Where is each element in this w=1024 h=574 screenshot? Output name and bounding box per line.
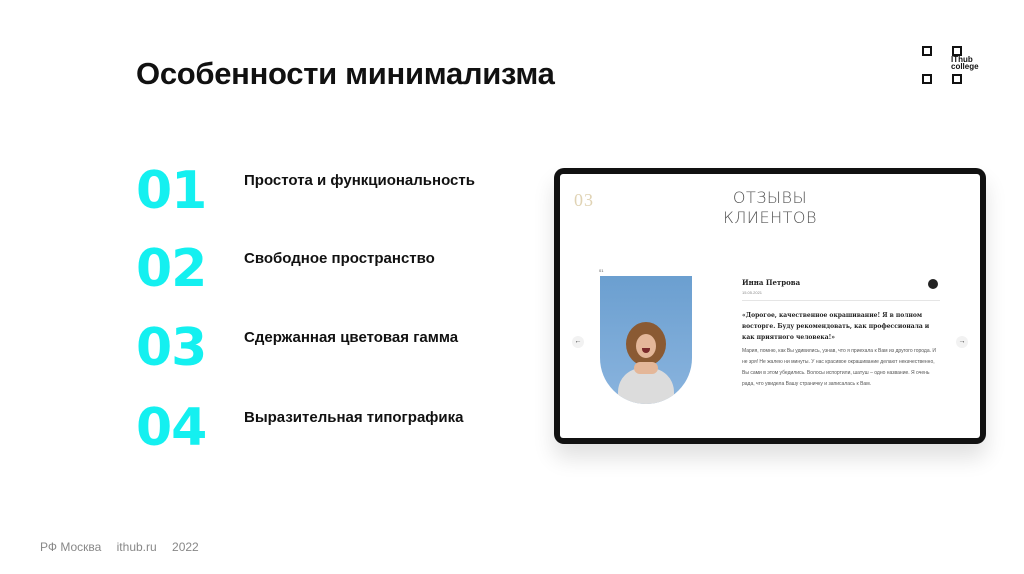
section-number: 03: [574, 190, 594, 210]
footer-year: 2022: [172, 540, 199, 554]
logo-square-icon: [922, 74, 932, 84]
review-quote: «Дорогое, качественное окрашивание! Я в полном восторге. Буду рекомендовать, как профессионала и как приятного человека!»: [742, 312, 930, 341]
feature-item: [136, 398, 536, 462]
reviewer-name: Инна Петрова: [742, 278, 801, 287]
logo-text-line: IThub: [951, 55, 973, 64]
photo-hands: [634, 362, 658, 374]
reviews-title-line: ОТЗЫВЫ: [732, 188, 808, 207]
feature-label: Сдержанная цветовая гамма: [244, 329, 459, 346]
photo-face: [636, 334, 656, 358]
feature-number: 02: [136, 239, 207, 299]
feature-item: [136, 161, 536, 225]
review-date: 15.05.2021: [742, 290, 763, 295]
feature-label: Свободное пространство: [244, 250, 435, 267]
footer-site[interactable]: ithub.ru: [116, 540, 157, 554]
logo-text: [951, 56, 979, 70]
reviews-title-line: КЛИЕНТОВ: [723, 208, 817, 227]
feature-label: Выразительная типографика: [244, 409, 464, 426]
feature-label: Простота и функциональность: [244, 172, 475, 189]
review-body: Мария, помню, как Вы удивились, узнав, что я приехала к Вам из другого города. И не зря! Не жалею ни минуты. У нас красивое окрашивание делают некачественно, Вы сами в этом убедились. Волосы испортили, шатуш – одно название. Я очень рада, что увидела Вашу страничку и записалась к Вам.: [742, 348, 937, 387]
prev-arrow-icon[interactable]: ←: [572, 336, 584, 348]
slide-title: Особенности минимализма: [136, 56, 555, 91]
feature-item: [136, 318, 536, 382]
divider: [742, 300, 940, 301]
reviews-title: [700, 188, 840, 228]
footer-city: РФ Москва: [40, 540, 102, 554]
photo-index: 01: [599, 268, 604, 273]
feature-number: 03: [136, 318, 207, 378]
social-badge-icon[interactable]: [928, 279, 938, 289]
feature-item: [136, 239, 536, 303]
logo-square-icon: [922, 46, 932, 56]
logo-text-line: college: [951, 62, 979, 71]
tablet-screen: [560, 174, 980, 438]
next-arrow-icon[interactable]: →: [956, 336, 968, 348]
ithub-college-logo: [920, 44, 986, 88]
logo-square-icon: [952, 74, 962, 84]
feature-number: 01: [136, 161, 207, 221]
tablet-mockup: [554, 168, 986, 444]
feature-number: 04: [136, 398, 207, 458]
reviewer-photo: [600, 276, 692, 404]
footer: [40, 540, 211, 554]
